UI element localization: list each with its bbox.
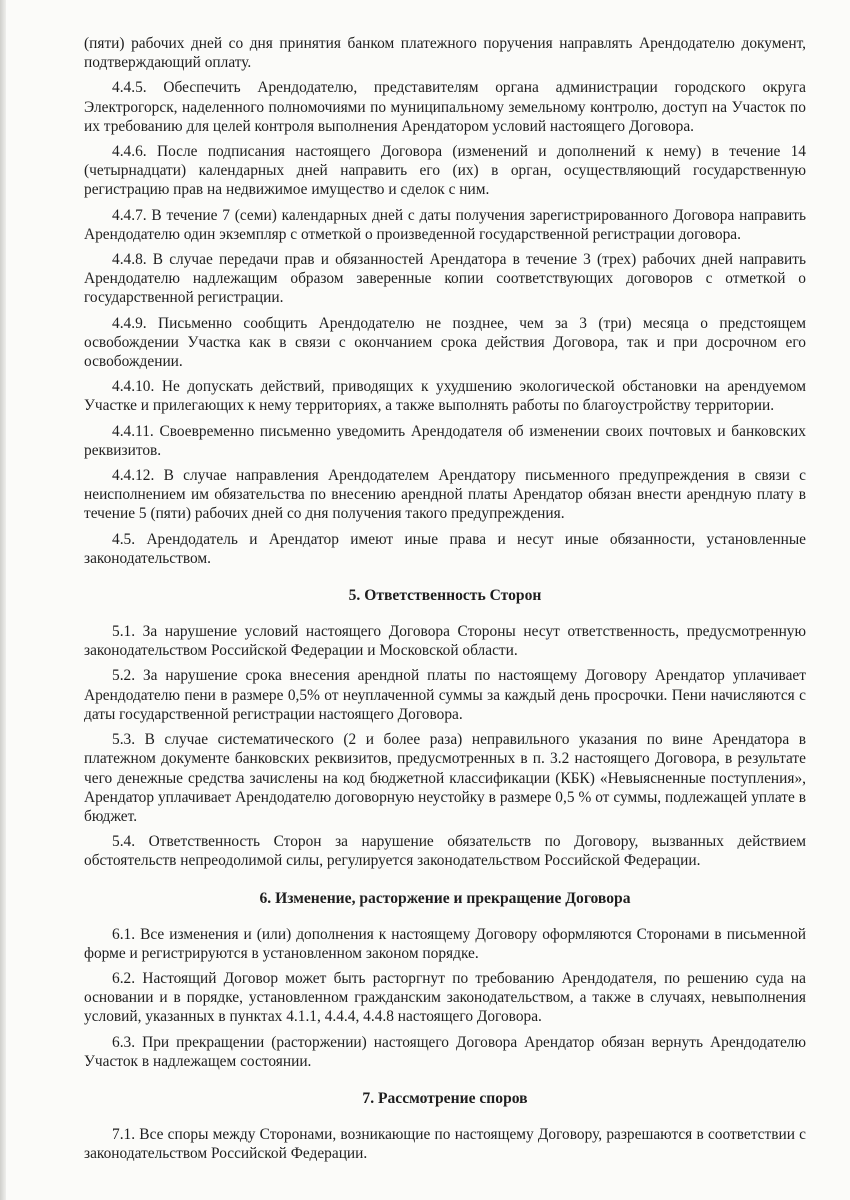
paragraph-4-4-11: 4.4.11. Своевременно письменно уведомить Арендодателя об изменении своих почтовых и банковских реквизитов. (84, 422, 806, 459)
paragraph-4-4-5: 4.4.5. Обеспечить Арендодателю, представителям органа администрации городского округа Электрогорск, наделенного полномочиями по муниципальному земельному контролю, доступ на Участок по их требованию для целей контроля выполнения Арендатором условий настоящего Договора. (84, 79, 806, 135)
paragraph-6-3: 6.3. При прекращении (расторжении) настоящего Договора Арендатор обязан вернуть Арендодателю Участок в надлежащем состоянии. (84, 1033, 806, 1070)
paragraph-5-2: 5.2. За нарушение срока внесения арендной платы по настоящему Договору Арендатор уплачивает Арендодателю пени в размере 0,5% от неуплаченной суммы за каждый день просрочки. Пени начисляются с даты государственной регистрации настоящего Договора. (84, 667, 806, 723)
paragraph-5-4: 5.4. Ответственность Сторон за нарушение обязательств по Договору, вызванных действием обстоятельств непреодолимой силы, регулируется законодательством Российской Федерации. (84, 833, 806, 870)
paragraph-5-1: 5.1. За нарушение условий настоящего Договора Стороны несут ответственность, предусмотренную законодательством Российской Федерации и Московской области. (84, 623, 806, 660)
paragraph-4-5: 4.5. Арендодатель и Арендатор имеют иные права и несут иные обязанности, установленные законодательством. (84, 530, 806, 567)
paragraph-6-1: 6.1. Все изменения и (или) дополнения к настоящему Договору оформляются Сторонами в письменной форме и регистрируются в установленном законом порядке. (84, 925, 806, 962)
section-6-title: 6. Изменение, расторжение и прекращение Договора (259, 889, 631, 907)
section-5-title: 5. Ответственность Сторон (348, 587, 542, 605)
scan-edge (0, 0, 6, 1200)
paragraph-4-4-7: 4.4.7. В течение 7 (семи) календарных дней с даты получения зарегистрированного Договора направить Арендодателю один экземпляр с отметкой о произведенной государственной регистрации договора. (84, 206, 806, 243)
paragraph-5-3: 5.3. В случае систематического (2 и более раза) неправильного указания по вине Арендатора в платежном документе банковских реквизитов, предусмотренных в п. 3.2 настоящего Договора, в результате чего денежные средства зачислены на код бюджетной классификации (КБК) «Невыясненные поступления», Арендатор уплачивает Арендодателю договорную неустойку в размере 0,5 % от суммы, подлежащей уплате в бюджет. (84, 731, 806, 825)
paragraph-4-4-8: 4.4.8. В случае передачи прав и обязанностей Арендатора в течение 3 (трех) рабочих дней направить Арендодателю надлежащим образом заверенные копии соответствующих договоров с отметкой о государственной регистрации. (84, 251, 806, 307)
paragraph-7-1: 7.1. Все споры между Сторонами, возникающие по настоящему Договору, разрешаются в соответствии с законодательством Российской Федерации. (84, 1125, 806, 1163)
paragraph-6-2: 6.2. Настоящий Договор может быть расторгнут по требованию Арендодателя, по решению суда на основании и в порядке, установленном гражданским законодательством, а также в случаях, невыполнения условий, указанных в пунктах 4.1.1, 4.4.4, 4.4.8 настоящего Договора. (84, 969, 806, 1026)
paragraph-4-4-9: 4.4.9. Письменно сообщить Арендодателю не позднее, чем за 3 (три) месяца о предстоящем освобождении Участка как в связи с окончанием срока действия Договора, так и при досрочном его освобождении. (84, 314, 806, 371)
paragraph-4-4-12: 4.4.12. В случае направления Арендодателем Арендатору письменного предупреждения в связи с неисполнением им обязательства по внесению арендной платы Арендатор обязан внести арендную плату в течение 5 (пяти) рабочих дней со дня получения такого предупреждения. (84, 467, 806, 523)
paragraph-4-4-10: 4.4.10. Не допускать действий, приводящих к ухудшению экологической обстановки на арендуемом Участке и прилегающих к нему территориях, а также выполнять работы по благоустройству территории. (84, 378, 806, 415)
paragraph-4-4-6: 4.4.6. После подписания настоящего Договора (изменений и дополнений к нему) в течение 14 (четырнадцати) календарных дней направить его (их) в орган, осуществляющий государственную регистрацию прав на недвижимое имущество и сделок с ним. (84, 143, 806, 199)
paragraph-4-4-4-continuation: (пяти) рабочих дней со дня принятия банком платежного поручения направлять Арендодателю документ, подтверждающий оплату. (84, 35, 806, 72)
section-7-title: 7. Рассмотрение споров (362, 1089, 528, 1107)
